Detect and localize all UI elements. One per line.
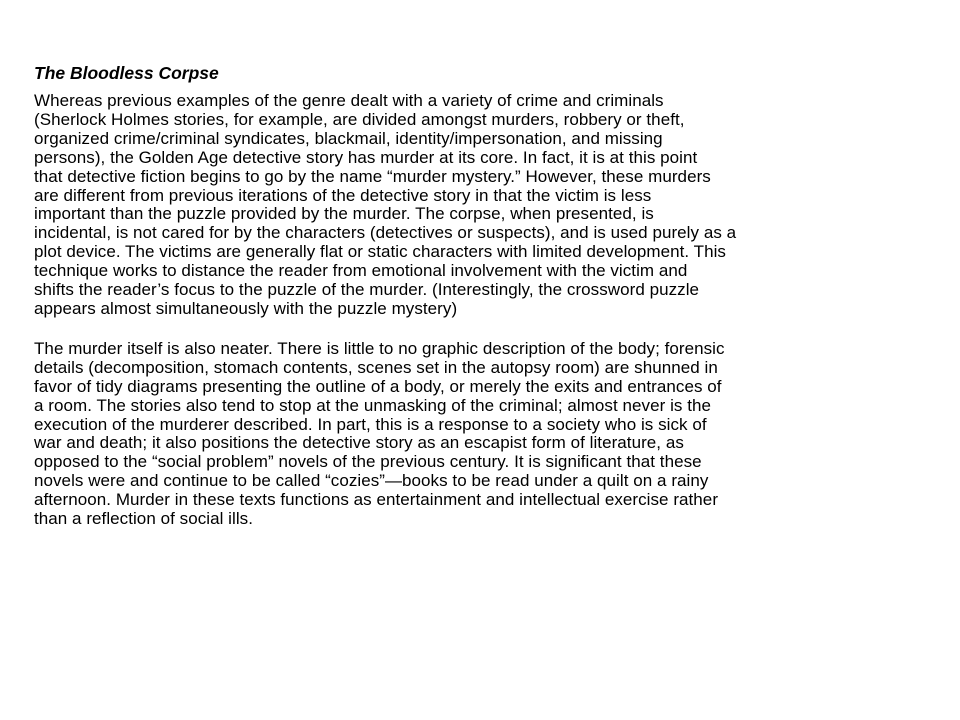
paragraph-line: appears almost simultaneously with the puzzle mystery) xyxy=(34,298,458,318)
paragraph-line: The murder itself is also neater. There is little to no graphic description of the body; forensic xyxy=(34,338,725,358)
paragraph-line: technique works to distance the reader from emotional involvement with the victim and xyxy=(34,261,688,281)
paragraph-line: opposed to the “social problem” novels of the previous century. It is significant that these xyxy=(34,452,702,472)
paragraph-line: a room. The stories also tend to stop at the unmasking of the criminal; almost never is the xyxy=(34,395,712,415)
paragraph-line: execution of the murderer described. In part, this is a response to a society who is sick of xyxy=(34,414,707,434)
paragraph-line: afternoon. Murder in these texts functions as entertainment and intellectual exercise rather xyxy=(34,490,719,510)
paragraph-line: important than the puzzle provided by the murder. The corpse, when presented, is xyxy=(34,204,654,224)
paragraph-line: war and death; it also positions the detective story as an escapist form of literature, as xyxy=(34,433,684,453)
paragraph-line: (Sherlock Holmes stories, for example, are divided amongst murders, robbery or theft, xyxy=(34,109,685,129)
paragraph-line: Whereas previous examples of the genre dealt with a variety of crime and criminals xyxy=(34,91,664,110)
paragraph-line: favor of tidy diagrams presenting the outline of a body, or merely the exits and entrances of xyxy=(34,376,722,396)
paragraph-line: incidental, is not cared for by the characters (detectives or suspects), and is used purely as a xyxy=(34,223,737,243)
slide-content xyxy=(34,62,934,529)
paragraph-line: that detective fiction begins to go by the name “murder mystery.” However, these murders xyxy=(34,166,711,186)
paragraph-1 xyxy=(34,92,934,319)
paragraph-line: details (decomposition, stomach contents, scenes set in the autopsy room) are shunned in xyxy=(34,357,718,377)
paragraph-line: are different from previous iterations of the detective story in that the victim is less xyxy=(34,185,652,205)
paragraph-line: organized crime/criminal syndicates, blackmail, identity/impersonation, and missing xyxy=(34,128,663,148)
paragraph-line: novels were and continue to be called “cozies”—books to be read under a quilt on a rainy xyxy=(34,471,709,491)
paragraph-line: plot device. The victims are generally flat or static characters with limited development. This xyxy=(34,242,726,262)
paragraph-2 xyxy=(34,340,934,529)
paragraph-line: shifts the reader’s focus to the puzzle of the murder. (Interestingly, the crossword puzzle xyxy=(34,280,700,300)
paragraph-line: persons), the Golden Age detective story has murder at its core. In fact, it is at this point xyxy=(34,147,698,167)
document-title: The Bloodless Corpse xyxy=(34,63,219,83)
paragraph-line: than a reflection of social ills. xyxy=(34,509,253,529)
